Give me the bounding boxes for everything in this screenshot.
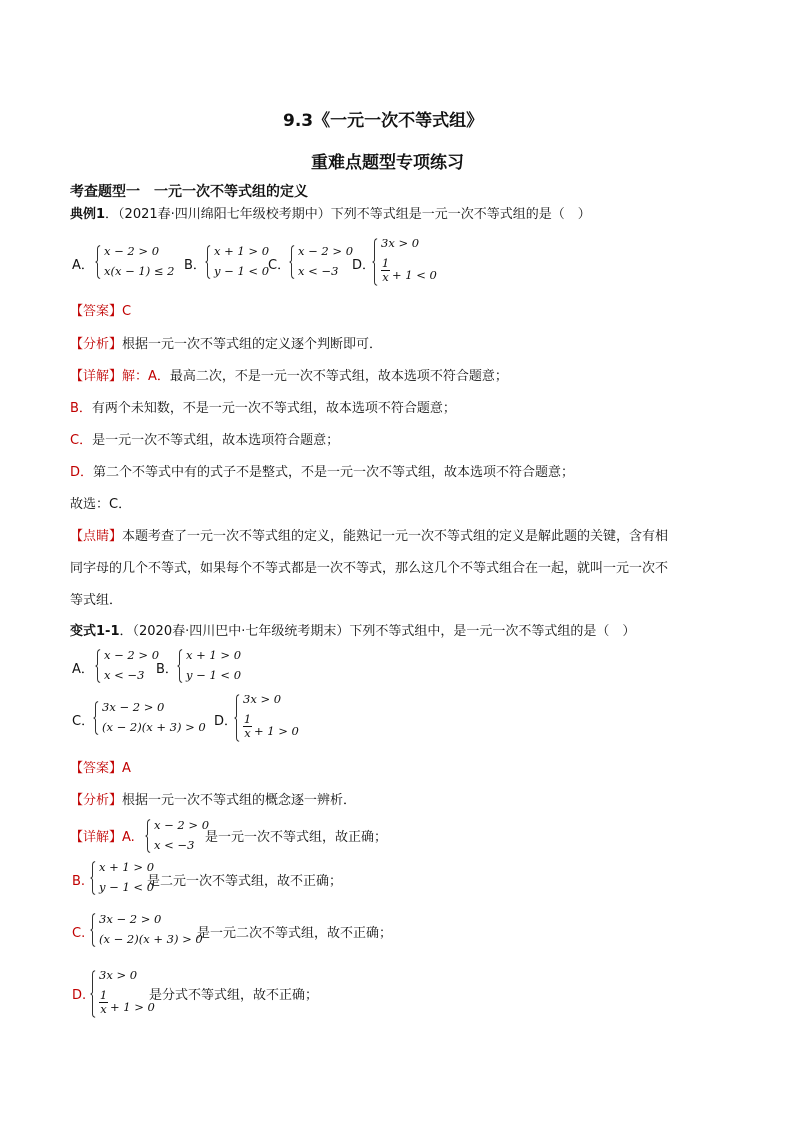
option-a-system xyxy=(95,646,160,686)
detail-text: 是一元一次不等式组，故正确； xyxy=(205,830,388,845)
inequality-line: y − 1 < 0 xyxy=(214,264,270,278)
inequality-line: 3x − 2 > 0 xyxy=(99,912,162,926)
detail-text: 是一元二次不等式组，故不正确； xyxy=(197,926,393,941)
fraction xyxy=(243,714,252,739)
analysis-line xyxy=(70,791,356,811)
brace-icon xyxy=(145,816,151,856)
detail-text: 是一元一次不等式组，故本选项符合题意； xyxy=(92,433,340,448)
detail-letter: C. xyxy=(72,926,86,941)
fraction xyxy=(381,258,390,283)
detail-letter: B. xyxy=(72,874,86,889)
fraction xyxy=(99,990,108,1015)
inequality-line: x + 1 > 0 xyxy=(186,648,242,662)
option-letter-a: A． xyxy=(72,258,94,273)
brace-icon xyxy=(177,646,183,686)
variant-label: 变式1-1 xyxy=(70,624,120,639)
brace-icon xyxy=(95,242,101,282)
inequality-line: 3x > 0 xyxy=(381,236,420,250)
detail-a-system xyxy=(145,816,210,856)
detail-tag: 【详解】 xyxy=(70,830,123,845)
conclusion-line: 故选：C． xyxy=(70,497,132,512)
detail-c-system xyxy=(90,910,203,950)
brace-icon xyxy=(90,966,96,1022)
inequality-line: (x − 2)(x + 3) > 0 xyxy=(99,932,203,946)
detail-text: 有两个未知数，不是一元一次不等式组，故本选项不符合题意； xyxy=(91,401,456,416)
detail-tag: 【详解】 xyxy=(70,369,123,384)
comment-line-2: 同字母的几个不等式，如果每个不等式都是一次不等式，那么这几个不等式组合在一起，就叫一元一次不 xyxy=(70,561,669,576)
inequality-line: x − 2 > 0 xyxy=(104,244,160,258)
inequality-line: 3x − 2 > 0 xyxy=(102,700,165,714)
inequality-line: 3x > 0 xyxy=(99,968,138,982)
fraction-denominator: x xyxy=(382,270,389,284)
inequality-line: x + 1 > 0 xyxy=(99,860,155,874)
brace-icon xyxy=(90,858,96,898)
detail-lead: D． xyxy=(70,465,94,480)
analysis-tag: 【分析】 xyxy=(70,793,123,808)
option-letter-b: B． xyxy=(156,662,178,677)
detail-text: 是二元一次不等式组，故不正确； xyxy=(147,874,343,889)
detail-line-c xyxy=(70,431,339,451)
inequality-line: x < −3 xyxy=(104,668,145,682)
fraction-numerator: 1 xyxy=(99,988,108,1002)
fraction-denominator: x xyxy=(244,726,251,740)
analysis-text: 根据一元一次不等式组的定义逐个判断即可． xyxy=(122,337,383,352)
fraction-numerator: 1 xyxy=(381,256,390,270)
inequality-line: y − 1 < 0 xyxy=(99,880,155,894)
answer-line xyxy=(70,759,131,779)
option-d-system xyxy=(372,234,442,290)
option-b-system xyxy=(205,242,270,282)
inequality-line: x(x − 1) ≤ 2 xyxy=(104,264,175,278)
inequality-line: x < −3 xyxy=(298,264,339,278)
detail-b-system xyxy=(90,858,155,898)
answer-value: A xyxy=(122,761,131,776)
variant-question xyxy=(70,622,635,642)
detail-line-a xyxy=(70,367,508,387)
comment-line-1 xyxy=(70,527,668,547)
inequality-rest: + 1 > 0 xyxy=(254,724,299,738)
answer-tag: 【答案】 xyxy=(70,761,123,776)
variant-source: ．（2020春·四川巴中·七年级统考期末）下列不等式组中，是一元一次不等式组的是（ ） xyxy=(119,624,636,639)
option-letter-c: C． xyxy=(72,714,95,729)
brace-icon xyxy=(372,234,378,290)
detail-line-b xyxy=(70,399,456,419)
brace-icon xyxy=(90,910,96,950)
inequality-line: x − 2 > 0 xyxy=(298,244,354,258)
detail-lead: B． xyxy=(70,401,92,416)
page-title: 9.3《一元一次不等式组》 xyxy=(283,111,484,131)
comment-line-3: 等式组． xyxy=(70,593,123,608)
option-c-system xyxy=(289,242,354,282)
detail-line-a xyxy=(70,828,135,848)
detail-line-d xyxy=(70,463,574,483)
example-source: ．（2021春·四川绵阳七年级校考期中）下列不等式组是一元一次不等式组的是（ ） xyxy=(105,207,591,222)
detail-text: 是分式不等式组，故不正确； xyxy=(149,988,319,1003)
option-letter-d: D． xyxy=(214,714,238,729)
inequality-rest: + 1 > 0 xyxy=(110,1000,155,1014)
brace-icon xyxy=(93,698,99,738)
fraction-numerator: 1 xyxy=(243,712,252,726)
inequality-line: x − 2 > 0 xyxy=(104,648,160,662)
brace-icon xyxy=(205,242,211,282)
option-letter-a: A． xyxy=(72,662,94,677)
inequality-line: x < −3 xyxy=(154,838,195,852)
inequality-line: (x − 2)(x + 3) > 0 xyxy=(102,720,206,734)
brace-icon xyxy=(289,242,295,282)
option-letter-c: C． xyxy=(268,258,291,273)
option-b-system xyxy=(177,646,242,686)
example-question xyxy=(70,205,591,225)
option-letter-d: D． xyxy=(352,258,376,273)
analysis-text: 根据一元一次不等式组的概念逐一辨析． xyxy=(122,793,357,808)
analysis-tag: 【分析】 xyxy=(70,337,123,352)
option-a-system xyxy=(95,242,175,282)
comment-tag: 【点睛】 xyxy=(70,529,123,544)
inequality-rest: + 1 < 0 xyxy=(392,268,437,282)
brace-icon xyxy=(95,646,101,686)
detail-text: 第二个不等式中有的式子不是整式，不是一元一次不等式组，故本选项不符合题意； xyxy=(93,465,575,480)
inequality-line: y − 1 < 0 xyxy=(186,668,242,682)
example-label: 典例1 xyxy=(70,207,106,222)
option-c-system xyxy=(93,698,213,738)
answer-tag: 【答案】 xyxy=(70,304,123,319)
detail-lead: C． xyxy=(70,433,93,448)
option-d-system xyxy=(234,690,304,746)
page-subtitle: 重难点题型专项练习 xyxy=(311,153,464,173)
detail-lead: 解：A． xyxy=(122,369,170,384)
comment-text: 本题考查了一元一次不等式组的定义，能熟记一元一次不等式组的定义是解此题的关键，含有相 xyxy=(122,529,669,544)
brace-icon xyxy=(234,690,240,746)
analysis-line xyxy=(70,335,382,355)
section-heading: 考查题型一 一元一次不等式组的定义 xyxy=(70,184,308,200)
inequality-line: 3x > 0 xyxy=(243,692,282,706)
fraction-denominator: x xyxy=(100,1002,107,1016)
inequality-line: x + 1 > 0 xyxy=(214,244,270,258)
detail-letter: A. xyxy=(122,830,135,845)
inequality-line: x − 2 > 0 xyxy=(154,818,210,832)
detail-text: 最高二次，不是一元一次不等式组，故本选项不符合题意； xyxy=(169,369,508,384)
option-letter-b: B． xyxy=(184,258,206,273)
answer-value: C xyxy=(122,304,132,319)
detail-letter: D. xyxy=(72,988,87,1003)
answer-line xyxy=(70,302,131,322)
